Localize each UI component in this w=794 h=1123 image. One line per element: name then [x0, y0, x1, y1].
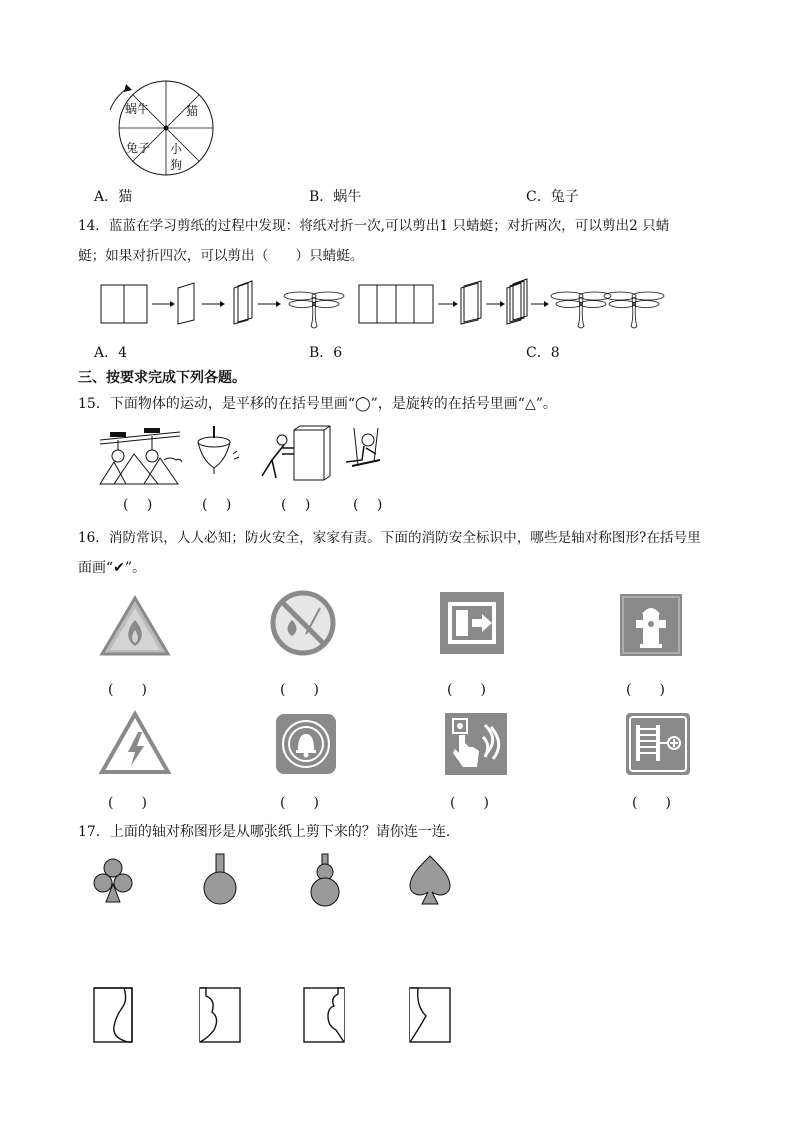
- cable-car-icon: [100, 428, 182, 484]
- wheel-label-small: 小: [170, 142, 183, 156]
- club-shape-icon: [92, 856, 134, 908]
- fire-hose-reel-sign-icon: [626, 713, 690, 779]
- q13-option-c: C．兔子: [526, 189, 579, 205]
- q16-blank-1[interactable]: ( ): [108, 682, 147, 698]
- electric-shock-warning-sign-icon: [100, 712, 170, 778]
- q15-blank-2[interactable]: ( ): [202, 497, 232, 513]
- paper-piece-2[interactable]: [196, 986, 244, 1048]
- q14-option-a: A．4: [94, 345, 128, 361]
- spinner-wheel: [96, 80, 226, 180]
- q15-blank-1[interactable]: ( ): [123, 497, 153, 513]
- q15-blank-4[interactable]: ( ): [353, 497, 383, 513]
- q14-text-line1: 14．蓝蓝在学习剪纸的过程中发现：将纸对折一次,可以剪出1 只蜻蜓；对折两次，可以剪出2 只蜻: [78, 218, 670, 234]
- spade-shape-icon: [408, 854, 452, 910]
- dragonfly-icon: [284, 292, 344, 328]
- q16-blank-5[interactable]: ( ): [108, 795, 147, 811]
- q17-text: 17．上面的轴对称图形是从哪张纸上剪下来的？请你连一连．: [78, 824, 460, 840]
- fire-hydrant-sign-icon: [620, 594, 682, 660]
- q16-text-line1: 16．消防常识，人人必知；防火安全，家家有责。下面的消防安全标识中，哪些是轴对称图形?在括号里: [78, 530, 701, 546]
- spinning-top-icon: [198, 426, 239, 474]
- q15-blank-3[interactable]: ( ): [281, 497, 311, 513]
- q16-blank-2[interactable]: ( ): [280, 682, 319, 698]
- q16-blank-6[interactable]: ( ): [280, 795, 319, 811]
- paper-piece-1[interactable]: [92, 986, 136, 1048]
- q14-text-line2: 蜓；如果对折四次，可以剪出（ ）只蜻蜓。: [78, 248, 364, 264]
- q14-option-b: B．6: [309, 345, 343, 361]
- pushing-box-icon: [262, 426, 330, 480]
- paper-piece-4[interactable]: [406, 986, 454, 1048]
- paper-piece-3[interactable]: [302, 986, 350, 1048]
- q15-text: 15．下面物体的运动，是平移的在括号里画“◯”，是旋转的在括号里画“△”。: [78, 396, 557, 412]
- q16-blank-3[interactable]: ( ): [447, 682, 486, 698]
- q16-blank-4[interactable]: ( ): [626, 682, 665, 698]
- wheel-label-cat: 猫: [186, 104, 199, 118]
- fire-alarm-bell-sign-icon: [276, 714, 336, 778]
- q14-option-c: C．8: [526, 345, 560, 361]
- paper-folding-diagram: [100, 280, 680, 330]
- wheel-label-snail: 蜗牛: [125, 102, 150, 116]
- section-title: 三、按要求完成下列各题。: [78, 370, 246, 386]
- exit-door-sign-icon: [440, 592, 504, 658]
- motion-pictures: [100, 426, 400, 488]
- ball-on-stick-shape-icon: [200, 852, 240, 912]
- fire-alarm-button-sign-icon: [445, 713, 507, 779]
- swing-icon: [346, 428, 380, 466]
- wheel-label-dog: 狗: [170, 158, 183, 172]
- q16-text-line2: 面画“✔”。: [78, 560, 147, 576]
- q16-blank-8[interactable]: ( ): [632, 795, 671, 811]
- q13-option-a: A．猫: [94, 189, 133, 205]
- q16-blank-7[interactable]: ( ): [450, 795, 489, 811]
- no-fire-sign-icon: [270, 590, 336, 660]
- flammable-warning-sign-icon: [100, 596, 170, 660]
- wheel-label-rabbit: 兔子: [126, 141, 151, 155]
- gourd-shape-icon: [304, 852, 346, 912]
- q13-option-b: B．蜗牛: [309, 189, 362, 205]
